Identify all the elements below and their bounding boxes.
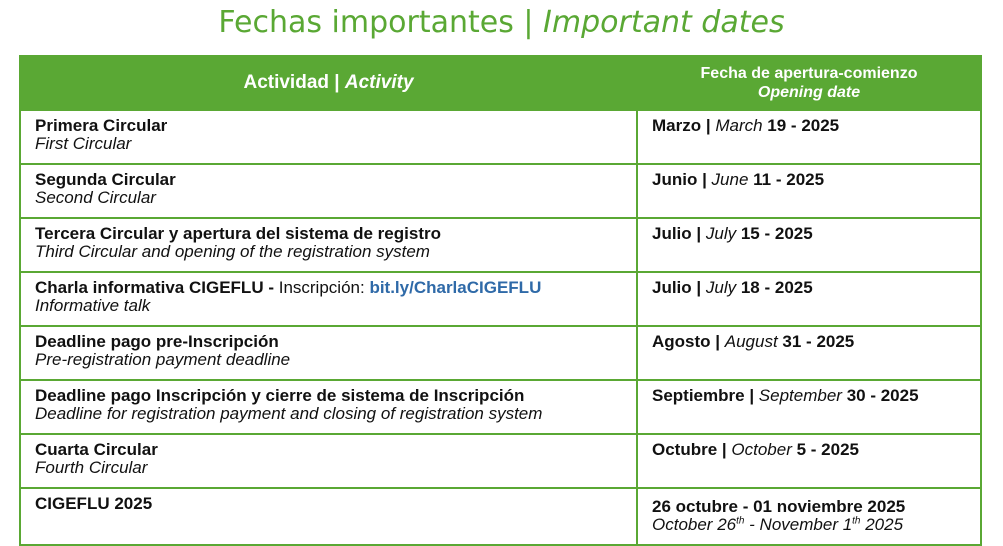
activity-en: Fourth Circular [35,458,148,477]
activity-es: Charla informativa CIGEFLU - [35,278,274,297]
month-en: September [758,386,842,405]
day-year: 11 - 2025 [753,170,825,189]
table-row [20,164,981,218]
month-es: Junio [652,170,698,189]
table-row [20,110,981,164]
activity-en: First Circular [35,134,132,153]
activity-en: Informative talk [35,296,151,315]
activity-cell [20,488,637,545]
date-cell: Junio | June 11 - 2025 [637,164,981,218]
activity-es: Primera Circular [35,116,168,135]
date-range-en-year: 2025 [860,515,904,534]
activity-header-es: Actividad [243,72,329,93]
registration-label: Inscripción: [278,278,365,297]
title-en: Important dates [543,5,785,40]
date-cell: Julio | July 18 - 2025 [637,272,981,326]
activity-en: Third Circular and opening of the registration system [35,242,430,261]
day-year: 15 - 2025 [740,224,813,243]
day-year: 18 - 2025 [740,278,813,297]
date-cell: Septiembre | September 30 - 2025 [637,380,981,434]
activity-es: CIGEFLU 2025 [35,494,153,513]
activity-en: Pre-registration payment deadline [35,350,291,369]
month-es: Marzo [652,116,702,135]
activity-en: Second Circular [35,188,156,207]
title-es: Fechas importantes [218,5,514,40]
date-header-en: Opening date [757,84,861,101]
table-row [20,488,981,545]
activity-cell [20,164,637,218]
table-row [20,380,981,434]
month-es: Agosto [652,332,711,351]
activity-es-line [35,279,622,297]
date-cell: Julio | July 15 - 2025 [637,218,981,272]
date-range-en [652,516,966,534]
month-en: July [705,278,737,297]
day-year: 5 - 2025 [796,440,859,459]
activity-es: Cuarta Circular [35,440,158,459]
ordinal-suffix: th [852,515,861,527]
activity-es: Deadline pago Inscripción y cierre de sistema de Inscripción [35,386,525,405]
activity-es: Segunda Circular [35,170,176,189]
activity-cell [20,326,637,380]
month-en: July [705,224,737,243]
activity-cell [20,434,637,488]
table-row [20,326,981,380]
registration-link[interactable]: bit.ly/CharlaCIGEFLU [369,278,542,297]
month-en: August [724,332,778,351]
date-range-en-start: October 26 [652,515,737,534]
activity-en: Deadline for registration payment and closing of registration system [35,404,543,423]
month-es: Julio [652,224,692,243]
date-header [637,56,981,110]
date-cell [637,488,981,545]
date-cell: Agosto | August 31 - 2025 [637,326,981,380]
day-year: 31 - 2025 [782,332,855,351]
day-year: 19 - 2025 [767,116,840,135]
important-dates-table [19,55,982,546]
day-year: 30 - 2025 [846,386,919,405]
date-range-es: 26 octubre - 01 noviembre 2025 [652,497,906,516]
activity-header: Actividad | Activity [20,56,637,110]
month-en: June [711,170,749,189]
activity-cell [20,380,637,434]
month-en: October [731,440,792,459]
activity-es: Deadline pago pre-Inscripción [35,332,279,351]
activity-cell [20,272,637,326]
table-row [20,218,981,272]
month-es: Septiembre [652,386,745,405]
title-separator: | [523,5,534,40]
activity-cell [20,218,637,272]
activity-es: Tercera Circular y apertura del sistema de registro [35,224,441,243]
activity-cell [20,110,637,164]
month-es: Julio [652,278,692,297]
date-cell: Marzo | March 19 - 2025 [637,110,981,164]
page-title [0,0,1003,46]
month-en: March [715,116,763,135]
table-row [20,272,981,326]
activity-header-en: Activity [344,72,414,93]
month-es: Octubre [652,440,718,459]
date-range-en-middle: - November 1 [744,515,853,534]
date-header-es: Fecha de apertura-comienzo [700,65,918,82]
date-cell: Octubre | October 5 - 2025 [637,434,981,488]
table-row [20,434,981,488]
table-header-row [20,56,981,110]
ordinal-suffix: th [736,515,745,527]
